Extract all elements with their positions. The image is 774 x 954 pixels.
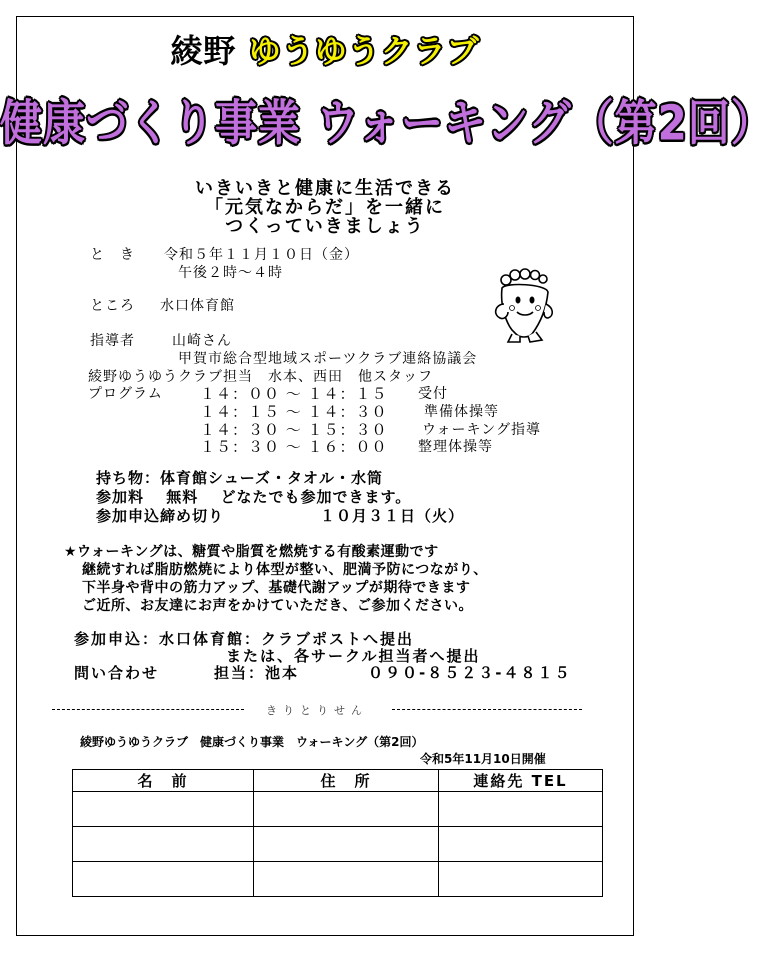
place-label: ところ	[90, 298, 135, 314]
program-item: 準備体操等	[424, 404, 499, 420]
name-cell[interactable]	[73, 862, 254, 897]
name-column-header: 名 前	[73, 770, 254, 792]
tel-column-header: 連絡先 TEL	[439, 770, 603, 792]
club-name-kana: ゆうゆうクラブ	[248, 32, 480, 70]
form-date: 令和5年11月10日開催	[420, 752, 546, 766]
tel-cell[interactable]	[439, 792, 603, 827]
toki-time: 午後２時～４時	[178, 265, 283, 281]
inquiry-tel: ０９０-８５２３-４８１５	[368, 664, 572, 682]
cut-line-label: きりとりせん	[266, 704, 368, 717]
apply-line-1: 参加申込：水口体育館：クラブポストへ提出	[74, 630, 415, 648]
name-cell[interactable]	[73, 792, 254, 827]
note-line-1: ★ウォーキングは、糖質や脂質を燃焼する有酸素運動です	[64, 544, 439, 560]
program-label: プログラム	[88, 386, 163, 402]
program-time: １４：３０ ～ １５：３０	[200, 421, 388, 439]
form-title: 綾野ゆうゆうクラブ 健康づくり事業 ウォーキング（第2回）	[80, 735, 424, 749]
place-value: 水口体育館	[160, 298, 235, 314]
slogan-line-3: つくっていきましょう	[225, 216, 425, 237]
toki-label: と き	[90, 247, 135, 263]
program-time: １４：００ ～ １４：１５	[200, 385, 388, 403]
club-name	[0, 26, 650, 72]
deadline-label: 参加申込締め切り	[96, 507, 225, 525]
event-title: 健康づくり事業 ウォーキング（第2回）	[0, 94, 774, 152]
cut-line-dash	[52, 709, 244, 710]
instructor-name: 山崎さん	[172, 333, 232, 349]
tel-cell[interactable]	[439, 862, 603, 897]
program-time: １４：１５ ～ １４：３０	[200, 403, 388, 421]
slogan-line-1: いきいきと健康に生活できる	[195, 178, 455, 199]
staff-line: 綾野ゆうゆうクラブ担当 水本、西田 他スタッフ	[88, 369, 433, 385]
program-item: 整理体操等	[418, 439, 493, 455]
program-item: 受付	[418, 386, 448, 402]
form-header-row	[73, 770, 603, 792]
program-time: １５：３０ ～ １６：００	[200, 438, 388, 456]
address-cell[interactable]	[254, 792, 439, 827]
club-name-kanji: 綾野	[170, 32, 237, 70]
name-cell[interactable]	[73, 827, 254, 862]
inquiry-person: 担当：池本	[214, 664, 300, 682]
program-item: ウォーキング指導	[422, 422, 542, 438]
inquiry-label: 問い合わせ	[74, 664, 160, 682]
note-line-3: 下半身や背中の筋力アップ、基礎代謝アップが期待できます	[82, 580, 471, 596]
form-row	[73, 862, 603, 897]
instructor-org: 甲賀市総合型地域スポーツクラブ連絡協議会	[178, 351, 478, 367]
address-cell[interactable]	[254, 827, 439, 862]
form-row	[73, 827, 603, 862]
slogan-line-2: 「元気なからだ」を一緒に	[205, 197, 445, 218]
instructor-label: 指導者	[90, 333, 135, 349]
tel-cell[interactable]	[439, 827, 603, 862]
cut-line-dash	[392, 709, 582, 710]
apply-line-2: または、各サークル担当者へ提出	[226, 647, 481, 665]
application-form-table	[72, 769, 603, 897]
bring-items: 持ち物：体育館シューズ・タオル・水筒	[96, 469, 383, 487]
toki-date: 令和５年１１月１０日（金）	[164, 247, 359, 263]
cut-line	[52, 702, 582, 716]
address-column-header: 住 所	[254, 770, 439, 792]
note-line-2: 継続すれば脂肪燃焼により体型が整い、肥満予防につながり、	[82, 562, 488, 578]
fee-line: 参加料 無料 どなたでも参加できます。	[96, 488, 412, 506]
form-row	[73, 792, 603, 827]
foot-mascot-icon	[488, 268, 568, 348]
note-line-4: ご近所、お友達にお声をかけていただき、ご参加ください。	[82, 598, 473, 614]
deadline-value: １０月３１日（火）	[320, 507, 465, 525]
address-cell[interactable]	[254, 862, 439, 897]
